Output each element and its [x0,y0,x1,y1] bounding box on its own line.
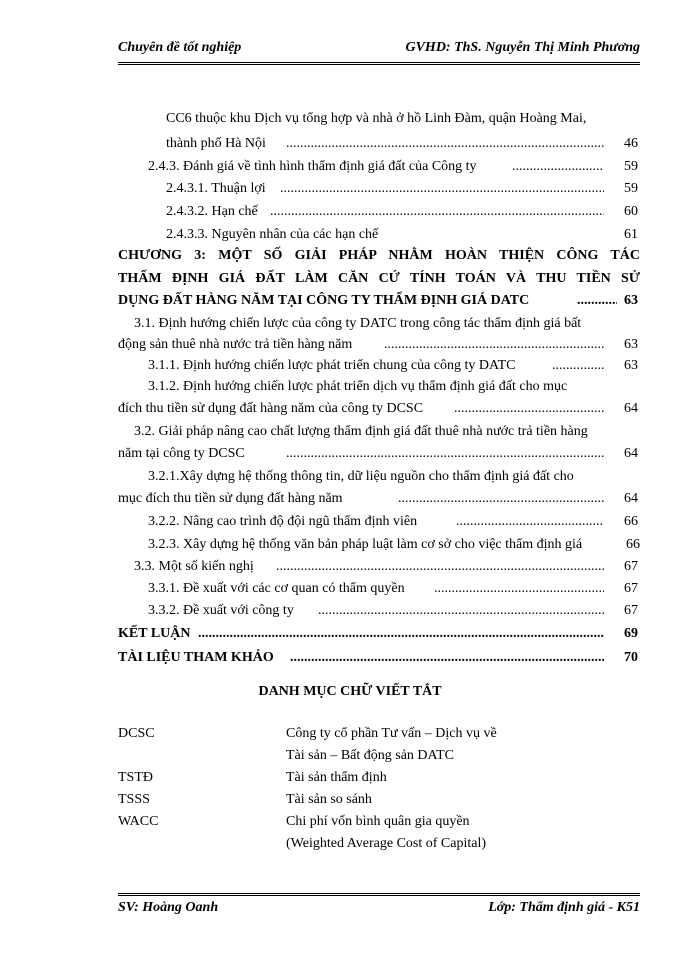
abbr-desc: (Weighted Average Cost of Capital) [286,836,486,851]
toc-entry[interactable]: KẾT LUẬN ..... 69 [0,623,700,645]
toc-entry[interactable]: 3.1.1. Định hướng chiến lược phát triển chung của công ty DATC ..... 63 [0,355,700,377]
abbr-desc: Tài sản so sánh [286,792,372,807]
toc-entry: 3.2.1.Xây dựng hệ thống thông tin, dữ liệu nguồn cho thẩm định giá đất cho [148,469,574,484]
abbr-code: WACC [118,814,159,829]
toc-entry[interactable]: động sản thuê nhà nước trả tiền hàng năm ..... 63 [0,334,700,356]
toc-entry[interactable]: 3.2.3. Xây dựng hệ thống văn bản pháp luật làm cơ sở cho việc thẩm định giá 66 [148,537,640,552]
header-rule [118,62,640,65]
abbr-desc: Tài sản thẩm định [286,770,387,785]
chapter-3-title[interactable]: CHƯƠNG 3: MỘT SỐ GIẢI PHÁP NHẰM HOÀN THIỆN CÔNG TÁC THẨM ĐỊNH GIÁ ĐẤT LÀM CĂN CỨ TÍNH TOÁN VÀ THU TIỀN SỬ [118,248,640,286]
toc-entry: 3.1.2. Định hướng chiến lược phát triển dịch vụ thẩm định giá đất cho mục [148,379,568,394]
abbr-desc: Công ty cổ phần Tư vấn – Dịch vụ về [286,726,497,741]
toc-entry[interactable]: 2.4.3. Đánh giá về tình hình thẩm định giá đất của Công ty ..... 59 [0,156,700,178]
toc-entry[interactable]: 3.3. Một số kiến nghị ..... 67 [0,556,700,578]
toc-entry: 3.2. Giải pháp nâng cao chất lượng thẩm định giá đất thuê nhà nước trả tiền hàng [134,424,588,439]
toc-entry[interactable]: DỤNG ĐẤT HÀNG NĂM TẠI CÔNG TY THẨM ĐỊNH GIÁ DATC ..... 63 [0,290,700,312]
toc-entry[interactable]: TÀI LIỆU THAM KHẢO ..... 70 [0,647,700,669]
abbr-code: DCSC [118,726,155,741]
header-right: GVHD: ThS. Nguyễn Thị Minh Phương [405,40,640,55]
toc-entry[interactable]: 2.4.3.2. Hạn chế ..... 60 [0,201,700,223]
footer-rule [118,893,640,896]
footer-right: Lớp: Thẩm định giá - K51 [488,900,640,915]
toc-entry[interactable]: mục đích thu tiền sử dụng đất hàng năm ..... 64 [0,488,700,510]
abbr-code: TSTĐ [118,770,153,785]
toc-entry: CC6 thuộc khu Dịch vụ tổng hợp và nhà ở hồ Linh Đàm, quận Hoàng Mai, [166,111,587,126]
toc-entry: 3.1. Định hướng chiến lược của công ty DATC trong công tác thẩm định giá bất [134,316,582,331]
abbr-code: TSSS [118,792,150,807]
toc-entry[interactable]: 2.4.3.1. Thuận lợi ..... 59 [0,178,700,200]
footer-left: SV: Hoàng Oanh [118,900,219,915]
page-header [118,40,640,62]
abbr-desc: Chi phí vốn bình quân gia quyền [286,814,470,829]
toc-entry[interactable]: 2.4.3.3. Nguyên nhân của các hạn chế 61 [166,227,638,242]
toc-entry[interactable]: 3.2.2. Nâng cao trình độ đội ngũ thẩm định viên ..... 66 [0,511,700,533]
abbreviation-title: DANH MỤC CHỮ VIẾT TẮT [258,684,442,699]
header-left: Chuyên đề tốt nghiệp [118,40,242,55]
toc-entry[interactable]: năm tại công ty DCSC ..... 64 [0,443,700,465]
toc-entry[interactable]: 3.3.2. Đề xuất với công ty ..... 67 [0,600,700,622]
abbr-desc: Tài sản – Bất động sản DATC [286,748,454,763]
toc-entry: thành phố Hà Nội ..... 46 [0,133,700,155]
toc-entry[interactable]: 3.3.1. Đề xuất với các cơ quan có thẩm quyền ..... 67 [0,578,700,600]
toc-entry[interactable]: đích thu tiền sử dụng đất hàng năm của công ty DCSC ..... 64 [0,398,700,420]
